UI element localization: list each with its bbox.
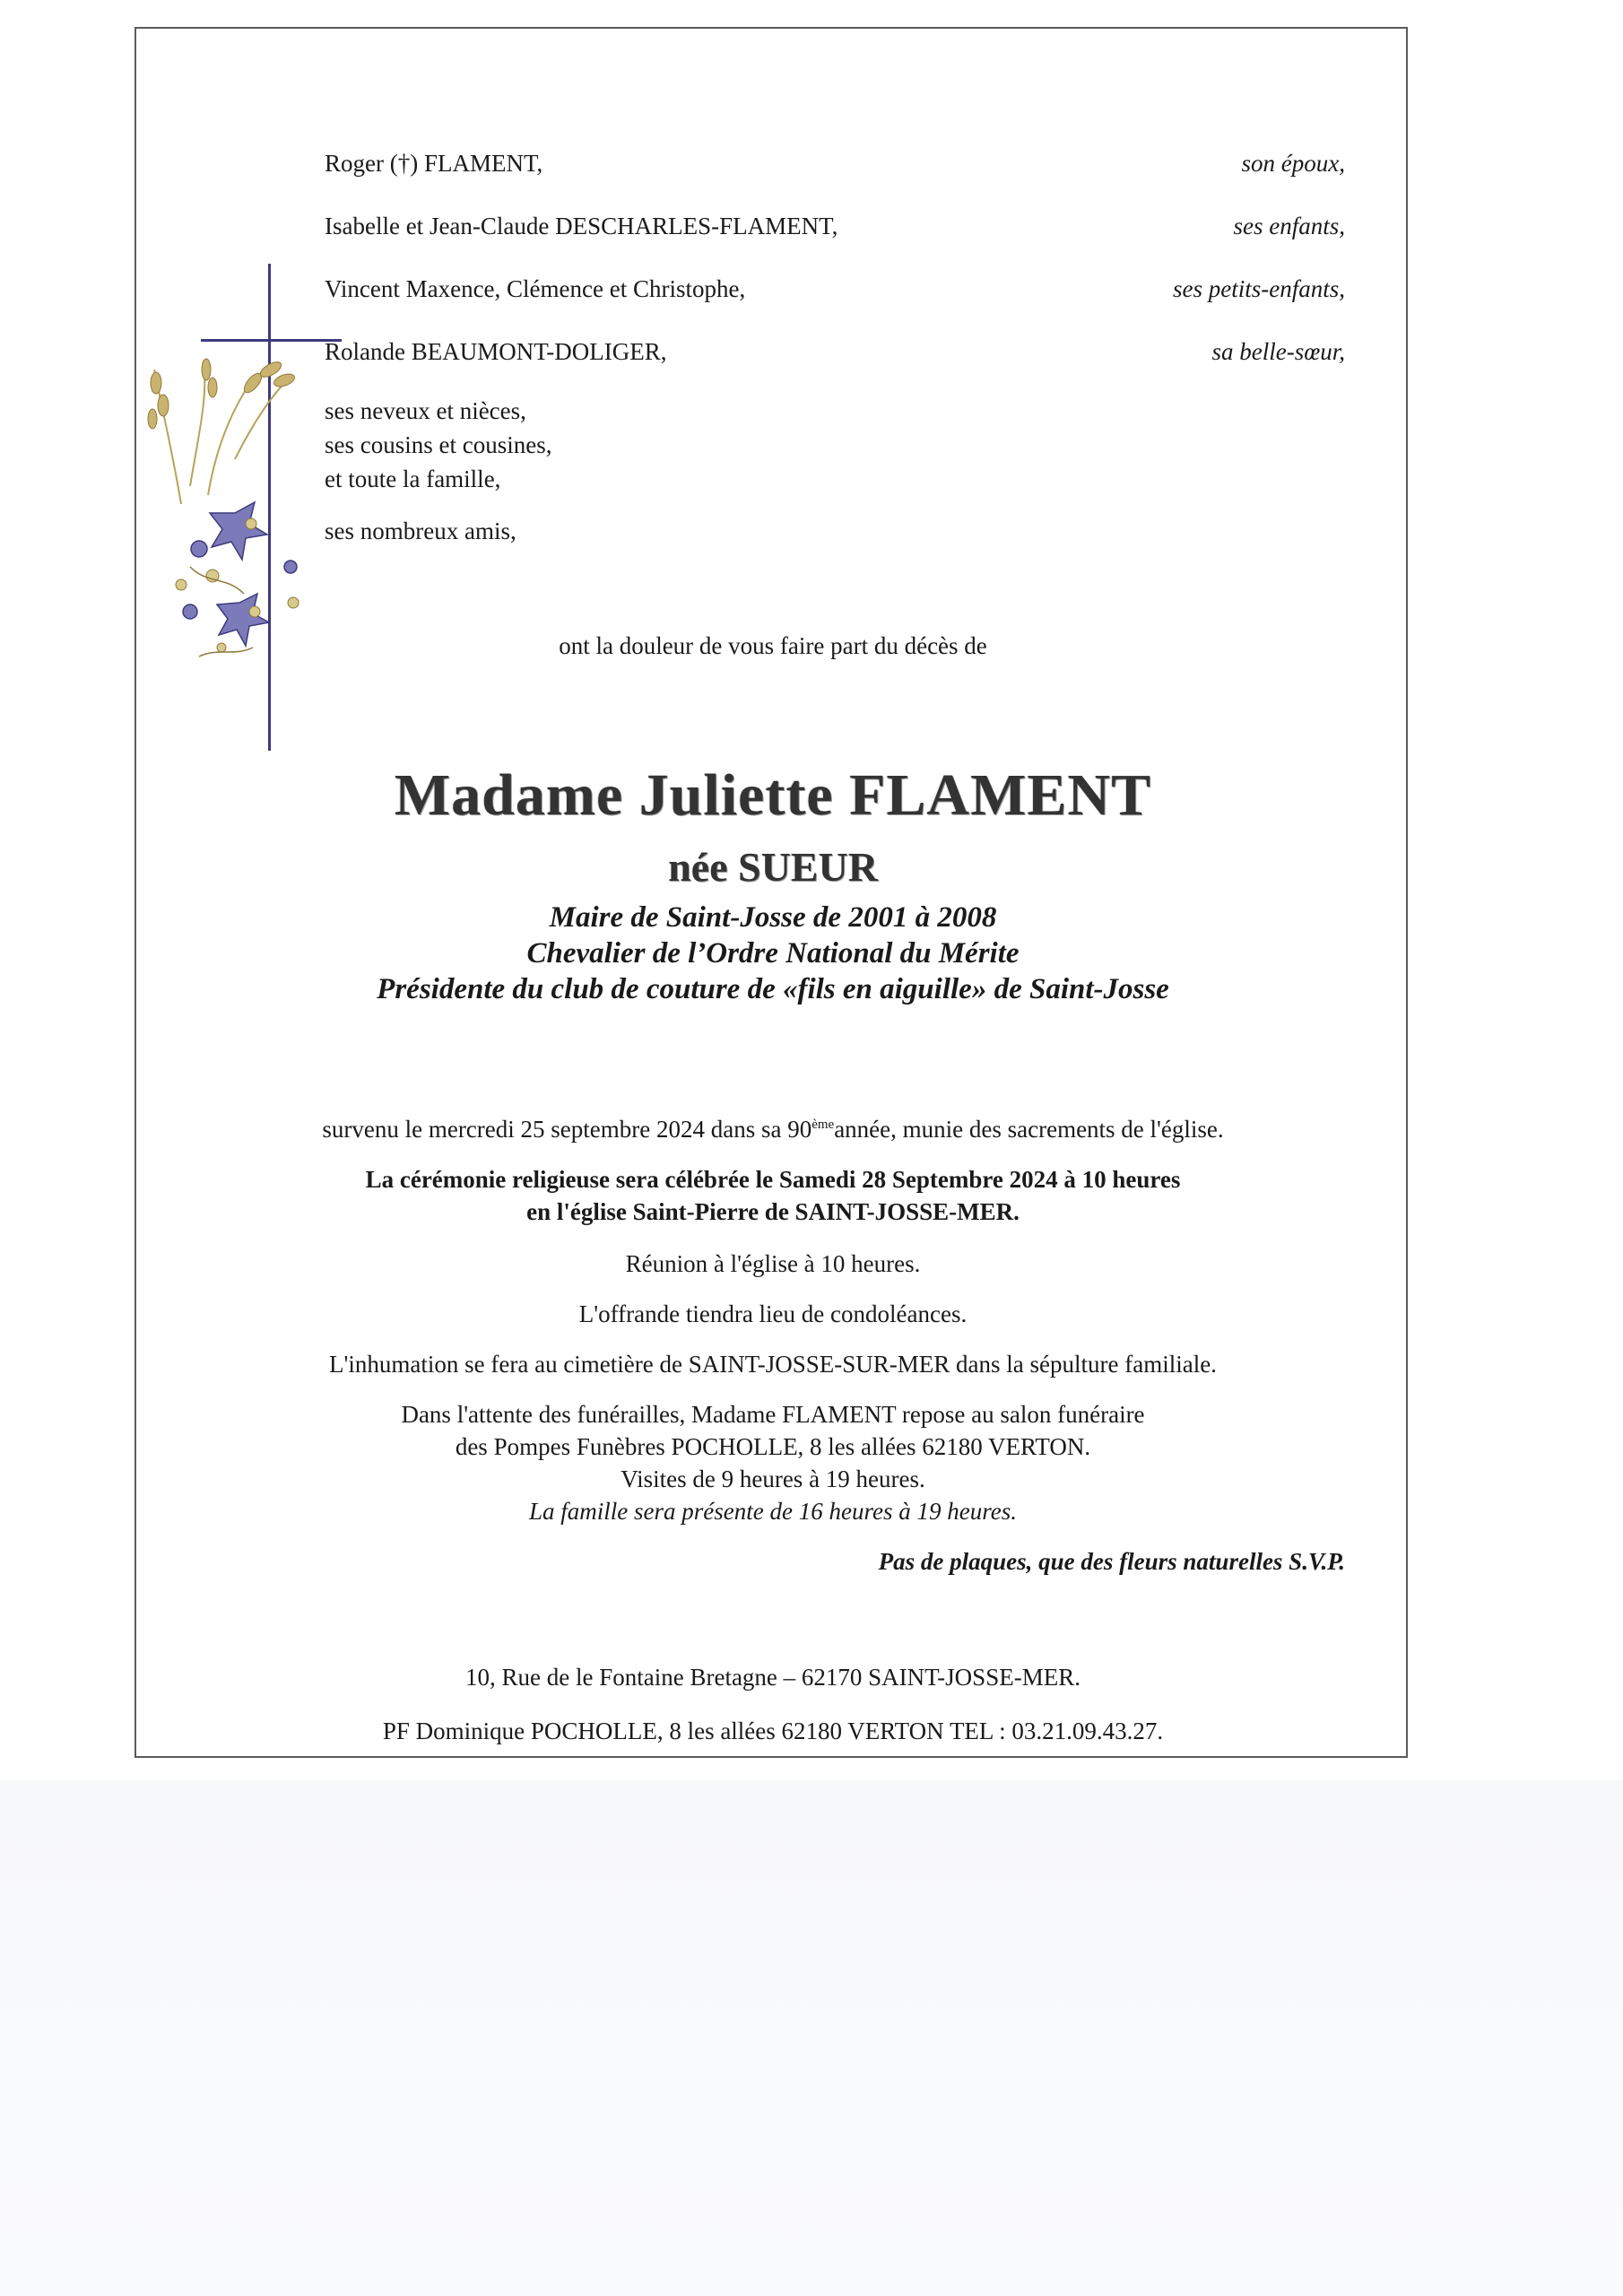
- deceased-title-3: Présidente du club de couture de «fils en aiguille» de Saint-Josse: [377, 973, 1169, 1005]
- deceased-name: Madame Juliette FLAMENT: [394, 762, 1152, 828]
- death-notice-sup: ème: [812, 1118, 835, 1132]
- scan-background: [0, 1780, 1623, 2296]
- death-notice-before: survenu le mercredi 25 septembre 2024 dans sa 90: [322, 1116, 812, 1143]
- obituary-card: [135, 27, 1408, 1758]
- viewing-line-2: des Pompes Funèbres POCHOLLE, 8 les allées 62180 VERTON.: [455, 1433, 1091, 1460]
- family-name-2: Isabelle et Jean-Claude DESCHARLES-FLAMENT,: [325, 213, 838, 239]
- flowers-note: Pas de plaques, que des fleurs naturelles S.V.P.: [878, 1548, 1345, 1575]
- family-relation-4: sa belle-sœur,: [1211, 338, 1345, 365]
- death-notice: [136, 1118, 1410, 1142]
- death-notice-after: année, munie des sacrements de l'église.: [834, 1116, 1224, 1143]
- funeral-home-line: PF Dominique POCHOLLE, 8 les allées 62180 VERTON TEL : 03.21.09.43.27.: [382, 1718, 1164, 1744]
- announcement: ont la douleur de vous faire part du décès de: [559, 632, 987, 659]
- family-relation-1: son époux,: [1241, 150, 1345, 177]
- family-presence-line: La famille sera présente de 16 heures à 19 heures.: [529, 1498, 1017, 1525]
- friends-line: ses nombreux amis,: [325, 517, 516, 544]
- relatives-block: ses neveux et nièces, ses cousins et cousines, et toute la famille,: [325, 397, 552, 492]
- deceased-title-2: Chevalier de l’Ordre National du Mérite: [526, 937, 1020, 970]
- offering-line: L'offrande tiendra lieu de condoléances.: [578, 1300, 968, 1327]
- ceremony-line-2: en l'église Saint-Pierre de SAINT-JOSSE-MER.: [526, 1198, 1020, 1225]
- family-name-4: Rolande BEAUMONT-DOLIGER,: [325, 338, 667, 365]
- wheat-flower-emblem: [136, 29, 316, 674]
- deceased-title-1: Maire de Saint-Josse de 2001 à 2008: [549, 901, 997, 934]
- viewing-line-1: Dans l'attente des funérailles, Madame FLAMENT repose au salon funéraire: [401, 1401, 1145, 1428]
- family-name-1: Roger (†) FLAMENT,: [325, 150, 543, 177]
- meeting-line: Réunion à l'église à 10 heures.: [625, 1250, 921, 1277]
- family-name-3: Vincent Maxence, Clémence et Christophe,: [325, 275, 746, 302]
- family-relation-2: ses enfants,: [1233, 213, 1345, 239]
- burial-line: L'inhumation se fera au cimetière de SAINT-JOSSE-SUR-MER dans la sépulture familiale.: [329, 1351, 1217, 1378]
- family-relation-3: ses petits-enfants,: [1173, 275, 1345, 302]
- maiden-name: née SUEUR: [668, 844, 878, 890]
- viewing-line-3: Visites de 9 heures à 19 heures.: [621, 1465, 925, 1492]
- address-line: 10, Rue de le Fontaine Bretagne – 62170 SAINT-JOSSE-MER.: [465, 1664, 1081, 1691]
- ceremony-line-1: La cérémonie religieuse sera célébrée le Samedi 28 Septembre 2024 à 10 heures: [365, 1166, 1181, 1193]
